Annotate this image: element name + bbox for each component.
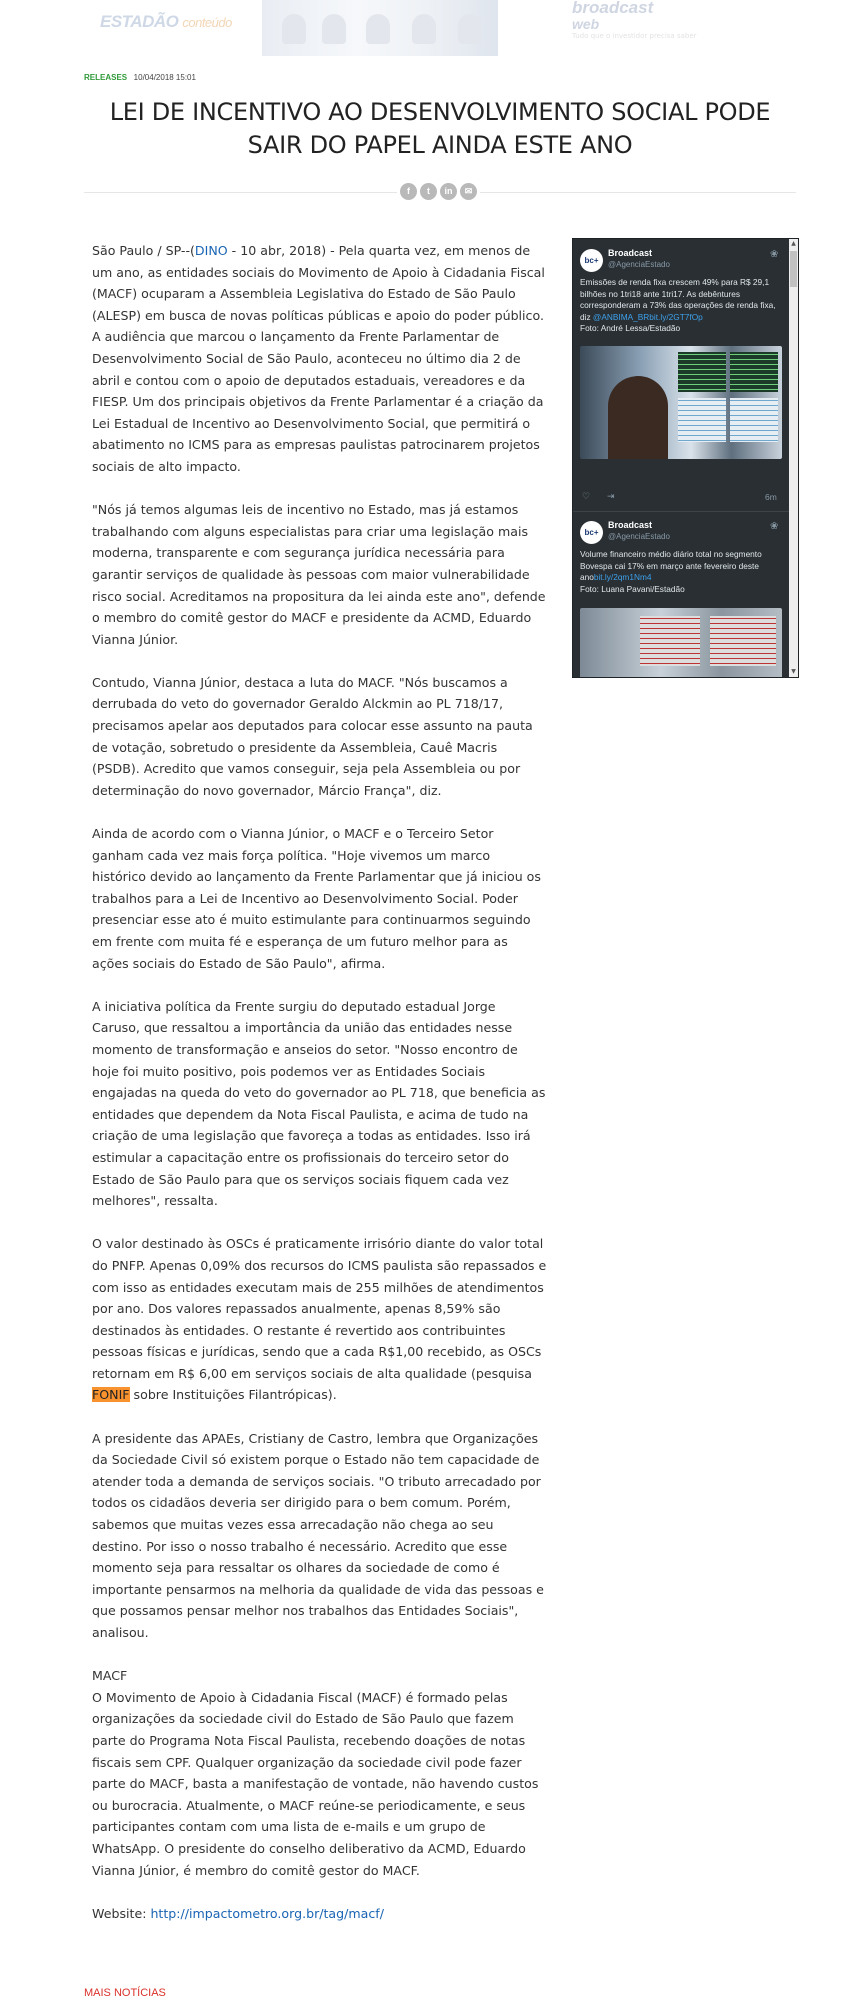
tweet-time[interactable]: 6m <box>765 492 777 502</box>
twitter-icon[interactable]: t <box>420 183 437 200</box>
banner-photo <box>262 0 498 56</box>
tweet[interactable] <box>573 511 789 677</box>
share-icon[interactable]: ⇥ <box>607 492 615 502</box>
publish-date: 10/04/2018 15:01 <box>133 73 196 82</box>
more-news-heading[interactable]: MAIS NOTÍCIAS <box>84 1987 166 1999</box>
article-body <box>92 240 547 1946</box>
search-highlight: FONIF <box>92 1387 130 1403</box>
article-title: LEI DE INCENTIVO AO DESENVOLVIMENTO SOCIAL PODE SAIR DO PAPEL AINDA ESTE ANO <box>109 98 771 159</box>
twitter-bird-icon[interactable]: ❀ <box>770 521 779 532</box>
paragraph: Ainda de acordo com o Vianna Júnior, o MACF e o Terceiro Setor ganham cada vez mais força política. "Hoje vivemos um marco histórico devido ao lançamento da Frente Parlamentar que já iniciou os trabalhos para a Lei de Incentivo ao Desenvolvimento Social. Poder presenciar esse ato é muito estimulante para continuarmos seguindo em frente com muita fé e esperança de um futuro melhor para as ações sociais do Estado de São Paulo", afirma. <box>92 826 541 971</box>
scroll-up-icon[interactable]: ▲ <box>791 240 796 247</box>
article-meta <box>84 73 196 82</box>
top-banner-ad[interactable] <box>0 0 850 58</box>
tweet-image[interactable] <box>580 608 782 678</box>
paragraph: MACF O Movimento de Apoio à Cidadania Fiscal (MACF) é formado pelas organizações da sociedade civil do Estado de São Paulo que fazem parte do Programa Nota Fiscal Paulista, recebendo doações de notas fiscais sem CPF. Qualquer organização da sociedade civil pode fazer parte do MACF, basta a manifestação de vontade, não havendo custos ou burocracia. Atualmente, o MACF reúne-se periodicamente, e seus participantes contam com uma lista de e-mails e um grupo de WhatsApp. O presidente do conselho deliberativo da ACMD, Eduardo Vianna Júnior, é membro do comitê gestor do MACF. <box>92 1668 539 1878</box>
heart-icon[interactable]: ♡ <box>582 492 591 502</box>
twitter-bird-icon[interactable]: ❀ <box>770 249 779 260</box>
paragraph: São Paulo / SP--(DINO - 10 abr, 2018) - Pela quarta vez, em menos de um ano, as entidades sociais do Movimento de Apoio à Cidadania Fiscal (MACF) ocuparam a Assembleia Legislativa do Estado de São Paulo (ALESP) em busca de novas políticas públicas e apoio do poder público. A audiência que marcou o lançamento da Frente Parlamentar de Desenvolvimento Social de São Paulo, aconteceu no último dia 2 de abril e contou com o apoio de deputados estaduais, vereadores e da FIESP. Um dos principais objetivos da Frente Parlamentar é a criação da Lei Estadual de Incentivo ao Desenvolvimento Social, que permitirá o abatimento no ICMS para as empresas paulistas patrocinarem projetos sociais de alto impacto. <box>92 243 545 474</box>
tweet-author-handle[interactable]: @AgenciaEstado <box>608 260 670 269</box>
website-link[interactable]: http://impactometro.org.br/tag/macf/ <box>150 1905 384 1921</box>
tweet-link[interactable]: bit.ly/2qm1Nm4 <box>593 572 652 583</box>
avatar[interactable]: bc+ <box>580 249 603 272</box>
photo-credit: Foto: Luana Pavani/Estadão <box>580 583 685 594</box>
facebook-icon[interactable]: f <box>400 183 417 200</box>
tweet-image[interactable] <box>580 346 782 459</box>
paragraph: O valor destinado às OSCs é praticamente irrisório diante do valor total do PNFP. Apenas 0,09% dos recursos do ICMS paulista são repassados e com isso as entidades executam mais de 255 milhões de atendimentos por ano. Dos valores repassados anualmente, apenas 8,59% são destinados às entidades. O restante é revertido aos contribuintes pessoas físicas e jurídicas, sendo que a cada R$1,00 recebido, as OSCs retornam em R$ 6,00 em serviços sociais de alta qualidade (pesquisa FONIF sobre Instituições Filantrópicas). <box>92 1236 547 1403</box>
widget-scrollbar[interactable] <box>789 239 798 677</box>
scrollbar-thumb[interactable] <box>790 251 797 287</box>
paragraph: A presidente das APAEs, Cristiany de Castro, lembra que Organizações da Sociedade Civil só existem porque o Estado não tem capacidade de atender toda a demanda de serviços sociais. "O tributo arrecadado por todos os cidadãos deveria ser dirigido para o bem comum. Porém, sabemos que muitas vezes essa arrecadação não chega ao seu destino. Por isso o nosso trabalho é necessário. Acredito que esse momento seja para ressaltar os olhares da sociedade de como é importante pensarmos na melhoria da qualidade de vida das pessoas e que possamos pensar melhor nos trabalhos das Entidades Sociais", analisou. <box>92 1430 544 1640</box>
tweet-text: Volume financeiro médio diário total no segmento Bovespa cai 17% em março ante fevereiro deste anobit.ly/2qm1Nm4 Foto: Luana Pavani/Estadão <box>580 549 762 594</box>
category-label[interactable]: RELEASES <box>84 73 128 82</box>
tweet-text: Emissões de renda fixa crescem 49% para R$ 29,1 bilhões no 1tri18 ante 1tri17. As debêntures corresponderam a 73% das operações de renda fixa, diz @ANBIMA_BRbit.ly/2GT7fOp Foto: André Lessa/Estadão <box>580 277 776 334</box>
dino-link[interactable]: DINO <box>194 243 228 258</box>
twitter-timeline-widget[interactable] <box>572 238 799 678</box>
tweet-author-handle[interactable]: @AgenciaEstado <box>608 532 670 541</box>
paragraph: "Nós já temos algumas leis de incentivo no Estado, mas já estamos trabalhando com alguns especialistas para criar uma legislação mais moderna, transparente e com segurança jurídica necessária para garantir serviços de qualidade às pessoas com maior vulnerabilidade risco social. Acreditamos na propositura da lei ainda este ano", defende o membro do comitê gestor do MACF e presidente da ACMD, Eduardo Vianna Júnior. <box>92 502 546 647</box>
section-heading: MACF <box>92 1668 128 1684</box>
paragraph: A iniciativa política da Frente surgiu do deputado estadual Jorge Caruso, que ressaltou a importância da união das entidades nesse momento de transformação e anseios do setor. "Nosso encontro de hoje foi muito positivo, pois podemos ver as Entidades Sociais engajadas na queda do veto do governador ao PL 718, que beneficia as entidades que dependem da Nota Fiscal Paulista, e acima de tudo na criação de uma legislação que favoreça a todas as entidades. Isso irá estimular a capacitação entre os profissionais do terceiro setor do Estado de São Paulo para que os serviços sociais fiquem cada vez melhores", ressalta. <box>92 998 546 1209</box>
tweet-link[interactable]: @ANBIMA_BRbit.ly/2GT7fOp <box>592 311 703 322</box>
scroll-down-icon[interactable]: ▼ <box>791 668 796 675</box>
email-icon[interactable]: ✉ <box>460 183 477 200</box>
photo-credit: Foto: André Lessa/Estadão <box>580 323 681 334</box>
tweet-author-name[interactable]: Broadcast <box>608 248 653 258</box>
website-line: Website: http://impactometro.org.br/tag/macf/ <box>92 1905 384 1921</box>
broadcast-logo: broadcast web <box>572 0 654 32</box>
tweet[interactable] <box>573 239 789 501</box>
linkedin-icon[interactable]: in <box>440 183 457 200</box>
banner-tagline: Tudo que o investidor precisa saber <box>572 32 697 40</box>
share-bar <box>397 183 480 200</box>
tweet-author-name[interactable]: Broadcast <box>608 520 653 530</box>
paragraph: Contudo, Vianna Júnior, destaca a luta do MACF. "Nós buscamos a derrubada do veto do governador Geraldo Alckmin ao PL 718/17, precisamos apelar aos deputados para colocar esse assunto na pauta de votação, sobretudo o presidente da Assembleia, Cauê Macris (PSDB). Acredito que vamos conseguir, seja pela Assembleia ou por determinação do novo governador, Márcio França", diz. <box>92 674 533 798</box>
avatar[interactable]: bc+ <box>580 521 603 544</box>
estadao-logo: ESTADÃO conteúdo <box>100 12 232 31</box>
